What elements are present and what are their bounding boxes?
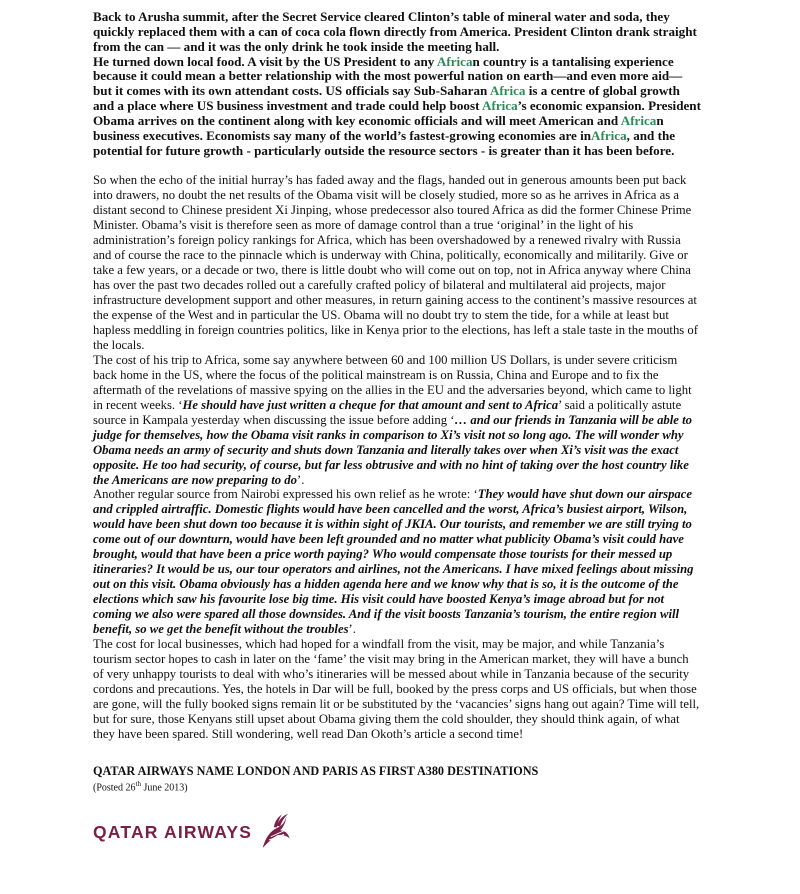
africa-link[interactable]: Africa — [482, 98, 518, 114]
posted-date — [93, 778, 701, 794]
africa-link[interactable]: Africa — [620, 112, 657, 128]
quote-nairobi: They would have shut down our airspace and crippled airtraffic. Domestic flights would have been cancelled and the worst, Africa’s busiest airport, Wilson, would have been shut down too because it is within sight of JKIA. Our tourists, and remember we are still trying to come out of our downturn, would have been left grounded and no matter what publicity Obama’s visit could have brought, would that have been a price worth paying? Who would compensate those tourists for their messed up itineraries? It would be us, our tour operators and airlines, not the Americans. I have mixed feelings about missing out on this visit. Obama obviously has a hidden agenda here and we know why that is so, it is the outcome of the elections which saw his favourite lose big time. His visit could have boosted Kenya’s image abroad but for not coming we also were spared all those downsides. And if the visit boosts Tanzania’s tourism, the entire region will benefit, so we get the benefit without the troubles — [93, 487, 694, 637]
posted-prefix: (Posted 26 — [93, 781, 136, 793]
article-text-2a: The cost of his trip to Africa, some say anywhere between 60 and 100 million US Dollars, is under severe criticism back home in the US, where the focus of the political mainstream is on Russia, China and Europe and to fix the aftermath of the revelations of massive spying on the allies in the EU and the adversaries beyond, which came to light in recent weeks. ‘ — [93, 352, 692, 412]
intro-text-1: Back to Arusha summit, after the Secret Service cleared Clinton’s table of mineral water and soda, they quickly replaced them with a can of coca cola flown directly from America. President Clinton drank straight from the can — and it was the only drink he took inside the meeting hall. — [93, 9, 697, 54]
article-text-2b: ’ said a politically astute source in Kampala yesterday when discussing the issue before adding ‘ — [93, 397, 682, 427]
article-text-2c: ’. — [296, 472, 305, 487]
article-paragraph-3 — [93, 487, 701, 637]
africa-link[interactable]: Africa — [436, 53, 473, 69]
intro-paragraph-2 — [93, 55, 701, 159]
article-paragraph-2 — [93, 353, 701, 488]
quote-kampala-1: He should have just written a cheque for that amount and sent to Africa — [182, 397, 559, 412]
intro-paragraph-1 — [93, 10, 701, 55]
intro-text-2e: n business executives. Economists say many of the world’s fastest-growing economies are in — [93, 112, 664, 143]
qatar-airways-logo — [93, 808, 293, 856]
intro-text-2c: is a centre of global growth and a place where US business investment and trade could help boost — [93, 83, 680, 114]
intro-text-2a: He turned down local food. A visit by the US President to any — [93, 53, 437, 69]
posted-superscript: th — [135, 779, 141, 788]
logo-wordmark: QATAR AIRWAYS — [93, 821, 253, 842]
article-paragraph-4: The cost for local businesses, which had hoped for a windfall from the visit, may be major, and while Tanzania’s tourism sector hopes to cash in later on the ‘fame’ the visit may bring in the American market, they will have a bunch of very unhappy tourists to deal with who’s itineraries will be messed about while in Tanzania because of the security cordons and precautions. Yes, the hotels in Dar will be full, booked by the press corps and US officials, but when those are gone, will the fully booked signs remain lit or be substituted by the ‘vacancies’ signs hang out again? Time will tell, but for sure, those Kenyans still upset about Obama giving them the cold shoulder, they should think again, of what they have been spared. Still wondering, well read Dan Okoth’s article a second time! — [93, 636, 700, 741]
africa-link[interactable]: Africa — [591, 127, 627, 143]
article-paragraph-1: So when the echo of the initial hurray’s has faded away and the flags, handed out in generous amounts been put back into drawers, no doubt the net results of the Obama visit will be closely studied, more so as he arrives in Africa as a distant second to Chinese president Xi Jinping, whose predecessor also toured Africa as did the former Chinese Prime Minister. Obama’s visit is therefore seen as more of damage control than a true ‘original’ in the light of his administration’s foreign policy rankings for Africa, which has been overshadowed by a renewed rivalry with Russia and of course the race to the pinnacle which is underway with China, politically, economically and militarily. Give or take a few years, or a decade or two, there is little doubt who will come out on top, not in Africa anyway where China has over the past two decades rolled out a carefully crafted policy of bilateral and multilateral aid projects, major infrastructure development support and other measures, in return gaining access to the continent’s massive resources at the expense of the West and in particular the US. Obama will no doubt try to stem the tide, for a while at least but hapless meddling in foreign countries politics, like in Kenya prior to the elections, has left a stale taste in the mouths of the locals. — [93, 173, 698, 352]
document-page — [93, 10, 701, 794]
article-text-3a: Another regular source from Nairobi expressed his own relief as he wrote: ‘ — [93, 487, 478, 502]
intro-text-2b: n country is a tantalising experience because it could mean a better relationship with the most powerful nation on earth—and even more aid—but it comes with its own attendant costs. US officials say Sub-Saharan — [93, 53, 683, 99]
africa-link[interactable]: Africa — [489, 83, 526, 99]
posted-suffix: June 2013) — [140, 781, 188, 793]
intro-text-2f: , and the potential for future growth - particularly outside the resource sectors - is greater than it has been before. — [93, 127, 676, 158]
quote-kampala-2: … and our friends in Tanzania will be able to judge for themselves, how the Obama visit ranks in comparison to Xi’s visit not so long ago. The will wonder why Obama needs an army of security and shuts down Tanzania and literally takes over when Xi’s visit was the exact opposite. He too had security, of course, but far less obtrusive and with no hint of taking over the host country like the Americans are now preparing to do — [93, 412, 692, 487]
paragraph-gap — [93, 158, 701, 173]
intro-text-2d: ’s economic expansion. President Obama arrives on the continent along with key economic officials and will meet American and — [93, 98, 701, 128]
article-text-3b: ’. — [348, 622, 356, 637]
oryx-icon — [258, 808, 293, 856]
next-story-headline: QATAR AIRWAYS NAME LONDON AND PARIS AS FIRST A380 DESTINATIONS — [93, 763, 539, 778]
